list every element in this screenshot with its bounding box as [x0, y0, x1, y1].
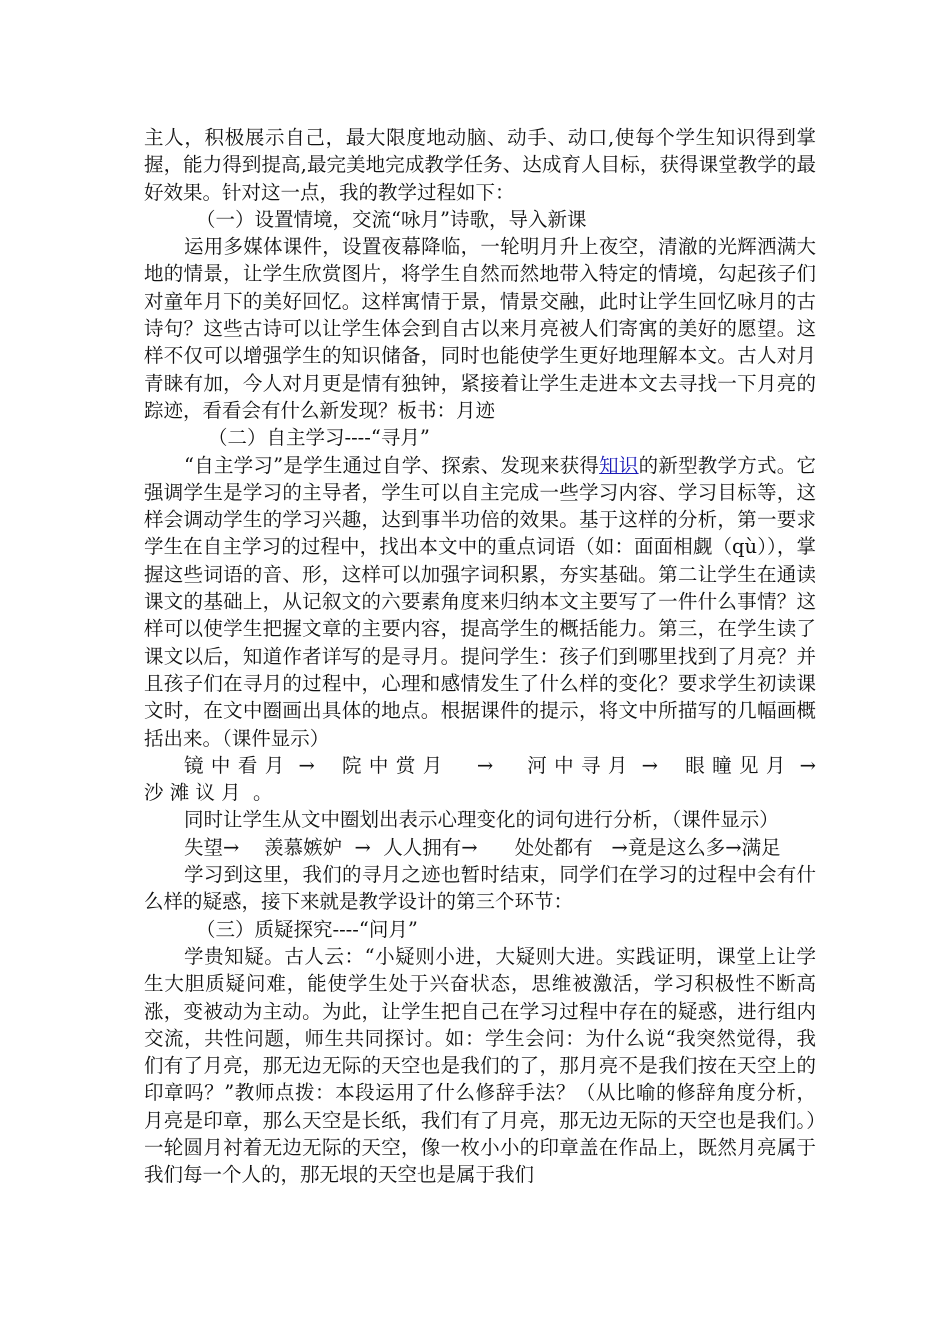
knowledge-link[interactable]: 知识	[599, 453, 639, 477]
paragraph-section-2-start: “自主学习”是学生通过自学、探索、发现来获得	[184, 453, 600, 477]
document-page	[144, 124, 841, 1189]
paragraph-section-3: 学贵知疑。古人云：“小疑则小进，大疑则大进。实践证明，课堂上让学生大胆质疑问难，能使学生处于兴奋状态，思维被激活，学习积极性不断高涨，变被动为主动。为此，让学生把自己在学习过程中存在的疑惑，进行组内交流，共性问题，师生共同探讨。如：学生会问：为什么说“我突然觉得，我们有了月亮，那无边无际的天空也是我们的了，那月亮不是我们按在天空上的印章吗？”教师点拨：本段运用了什么修辞手法？（从比喻的修辞角度分析，月亮是印章，那么天空是长纸，我们有了月亮，那无边无际的天空也是我们。）一轮圆月衬着无边无际的天空，像一枚小小的印章盖在作品上，既然月亮属于我们每一个人的，那无垠的天空也是属于我们	[144, 944, 816, 1187]
mood-change-flow: 失望→ 羡慕嫉妒 → 人人拥有→ 处处都有 →竟是这么多→满足	[184, 835, 781, 859]
section-heading-2: （二）自主学习----“寻月”	[208, 426, 430, 450]
paragraph-intro: 主人，积极展示自己，最大限度地动脑、动手、动口,使每个学生知识得到掌握，能力得到提高,最完美地完成教学任务、达成育人目标，获得课堂教学的最好效果。针对这一点，我的教学过程如下：	[144, 126, 816, 204]
paragraph-section-2	[144, 452, 816, 752]
paragraph-mood-analysis: 同时让学生从文中圈划出表示心理变化的词句进行分析，（课件显示）	[184, 808, 779, 832]
section-heading-1: （一）设置情境，交流“咏月”诗歌，导入新课	[196, 207, 587, 231]
paragraph-section-2-rest: 的新型教学方式。它强调学生是学习的主导者，学生可以自主完成一些学习内容、学习目标等，这样会调动学生的学习兴趣，达到事半功倍的效果。基于这样的分析，第一要求学生在自主学习的过程中，找出本文中的重点词语（如：面面相觑（qù）），掌握这些词语的音、形，这样可以加强字词积累，夯实基础。第二让学生在通读课文的基础上，从记叙文的六要素角度来归纳本文主要写了一件什么事情？这样可以使学生把握文章的主要内容，提高学生的概括能力。第三，在学生读了课文以后，知道作者详写的是寻月。提问学生：孩子们到哪里找到了月亮？并且孩子们在寻月的过程中，心理和感情发生了什么样的变化？要求学生初读课文时，在文中圈画出具体的地点。根据课件的提示，将文中所描写的几幅画概括出来。（课件显示）	[144, 453, 816, 750]
paragraph-section-1: 运用多媒体课件，设置夜幕降临，一轮明月升上夜空，清澈的光辉洒满大地的情景，让学生欣赏图片，将学生自然而然地带入特定的情境，勾起孩子们对童年月下的美好回忆。这样寓情于景，情景交融，此时让学生回忆咏月的古诗句？这些古诗可以让学生体会到自古以来月亮被人们寄寓的美好的愿望。这样不仅可以增强学生的知识储备，同时也能使学生更好地理解本文。古人对月青睐有加，今人对月更是情有独钟，紧接着让学生走进本文去寻找一下月亮的踪迹，看看会有什么新发现？板书：月迹	[144, 235, 816, 422]
paragraph-transition: 学习到这里，我们的寻月之迹也暂时结束，同学们在学习的过程中会有什么样的疑惑，接下来就是教学设计的第三个环节：	[144, 863, 816, 914]
section-heading-3: （三）质疑探究----“问月”	[196, 917, 418, 941]
moon-places-flow: 镜 中 看 月 → 院 中 赏 月 → 河 中 寻 月 → 眼 瞳 见 月 → 沙 滩 议 月 。	[144, 753, 841, 805]
